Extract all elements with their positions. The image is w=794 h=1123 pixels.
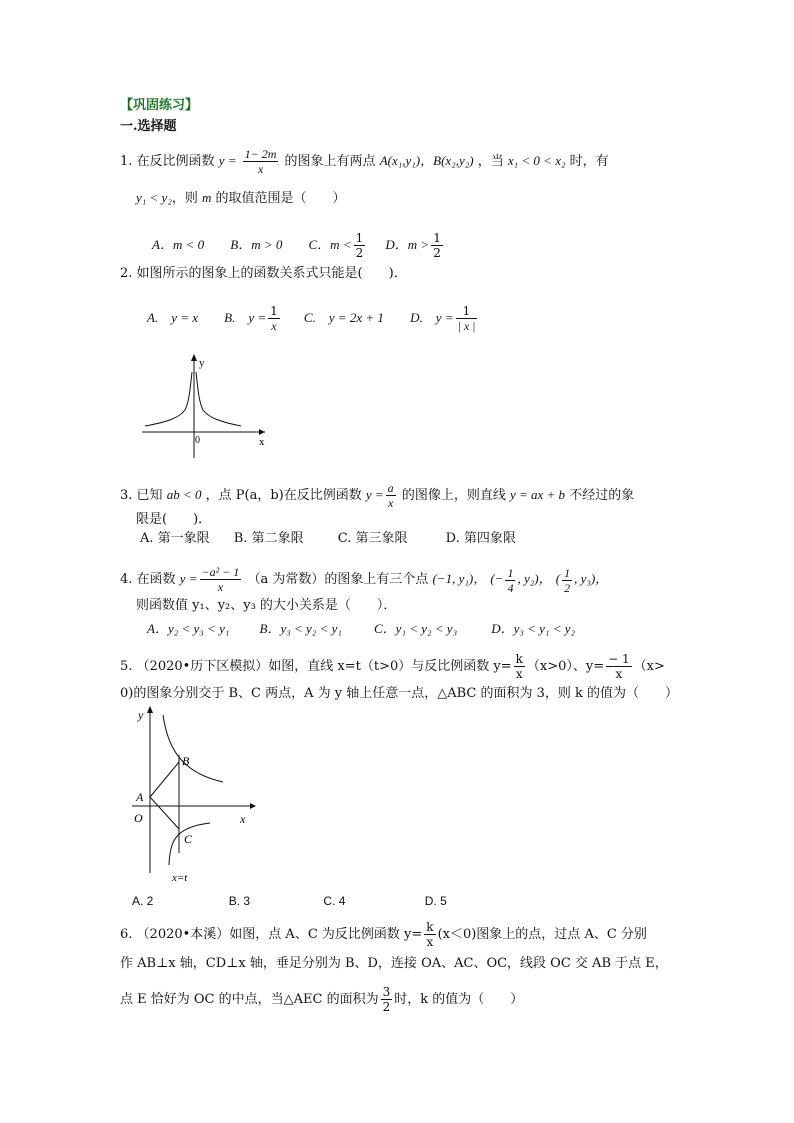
question-3-options [140, 530, 516, 548]
math-inequality: y₁ < y₂ [136, 190, 172, 205]
point-2: (− $\frac{1}{4}$ , y₂)， [490, 565, 552, 595]
option-b[interactable]: B. y = [224, 310, 267, 325]
math-lhs: y = [179, 571, 198, 586]
question-4-line-1 [120, 565, 608, 595]
option-a[interactable]: A．m < 0 [152, 237, 205, 252]
option-a[interactable]: A. y = x [147, 310, 199, 325]
question-number: 1. [120, 154, 133, 169]
math-variable: m [202, 190, 212, 205]
math-line: y = ax + b [509, 487, 566, 502]
question-text: 如图所示的图象上的函数关系式只能是( )． [136, 266, 407, 281]
question-text: 点 E 恰好为 OC 的中点，当△AEC 的面积为 [120, 992, 379, 1007]
question-text: （2020•历下区模拟）如图，直线 x=t（t>0）与反比例函数 y= [136, 659, 512, 674]
question-4-line-2: 则函数值 y₁、y₂、y₃ 的大小关系是（ ）． [136, 598, 397, 613]
question-5-line-2: 0)的图象分别交于 B、C 两点，A 为 y 轴上任意一点，△ABC 的面积为 3，则 k 的值为（ ） [120, 686, 679, 701]
math-condition: ab < 0 [166, 487, 202, 502]
point-3: ( $\frac{1}{2}$ , y₃)， [555, 565, 609, 595]
option-c[interactable]: C．m < [308, 237, 352, 252]
question-5-options [132, 892, 447, 910]
question-text: 的图像上，则直线 [401, 488, 506, 503]
option-d[interactable]: D. y = [410, 310, 454, 325]
segment-ac [150, 797, 179, 829]
curve-k-over-x [163, 715, 223, 782]
option-a[interactable]: A．y₂ < y₃ < y₁ [147, 621, 230, 636]
question-text: 已知 [136, 488, 163, 503]
x-axis-label: x [259, 436, 265, 448]
question-text: ，则 [171, 191, 198, 206]
fraction: $\frac{\text{−a² − 1}}{x}$ [201, 565, 240, 594]
question-text: （x>0）、y= [526, 659, 605, 674]
option-b[interactable]: B．y₃ < y₂ < y₁ [259, 621, 342, 636]
point-a-label: A [136, 790, 144, 804]
origin-label: 0 [195, 435, 200, 446]
math-condition: x₁ < 0 < x₂ [507, 153, 566, 168]
fraction: $\frac{k}{x}$ [515, 652, 523, 681]
fraction-half: $\frac{1}{2}$ [355, 231, 364, 260]
option-b[interactable]: B. 3 [228, 894, 251, 908]
math-lhs: y = [218, 153, 237, 168]
origin-label: O [134, 811, 143, 825]
question-text: （x> [633, 659, 665, 674]
question-1-line-1 [120, 147, 609, 176]
segment-ab [150, 762, 179, 797]
x-axis-label: x [240, 812, 246, 826]
option-c[interactable]: C. y = 2x + 1 [303, 310, 384, 325]
point-1: (−1, y₁)， [432, 571, 487, 586]
question-4-options [147, 620, 575, 639]
question-number: 6. [120, 927, 133, 942]
fraction: $\frac{a}{x}$ [387, 481, 394, 510]
option-b[interactable]: B．m > 0 [230, 237, 283, 252]
math-lhs: y = [365, 487, 384, 502]
question-text: （a 为常数）的图象上有三个点 [247, 572, 429, 587]
question-text: ，当 [477, 154, 504, 169]
fraction: $\frac{3}{2}$ [382, 985, 391, 1014]
question-number: 2. [120, 266, 133, 281]
fraction: $\frac{1- 2m}{x}$ [244, 147, 277, 176]
fraction-half: $\frac{1}{2}$ [433, 231, 441, 260]
question-text: ，点 P(a，b)在反比例函数 [205, 488, 362, 503]
fraction: $\frac{1}{| x |}$ [457, 304, 476, 333]
fraction: $\frac{1}{x}$ [270, 304, 278, 333]
fraction: $\frac{- 1}{x}$ [608, 652, 630, 681]
question-1-options [152, 231, 445, 260]
question-6-line-3 [120, 985, 523, 1014]
question-3-line-1 [120, 481, 634, 510]
option-b[interactable]: B. 第二象限 [233, 531, 304, 546]
option-a[interactable]: A. 2 [132, 894, 154, 908]
option-c[interactable]: C．y₁ < y₂ < y₃ [374, 621, 458, 636]
option-a[interactable]: A. 第一象限 [140, 531, 210, 546]
option-c[interactable]: C. 4 [323, 894, 346, 908]
question-6-line-2: 作 AB⊥x 轴，CD⊥x 轴，垂足分别为 B、D，连接 OA、AC、OC，线段 OC 交 AB 于点 E， [120, 956, 668, 971]
question-text: 在函数 [136, 572, 176, 587]
math-points: A(x₁,y₁)，B(x₂,y₂) [379, 153, 474, 168]
question-3-line-2: 限是( )． [136, 512, 212, 527]
y-axis-label: y [138, 708, 144, 722]
x-axis-arrow [250, 803, 256, 809]
question-number: 3. [120, 488, 133, 503]
fraction: $\frac{k}{x}$ [426, 920, 434, 949]
point-c-label: C [184, 832, 193, 846]
y-axis-label: y [199, 357, 205, 369]
option-c[interactable]: C. 第三象限 [337, 531, 408, 546]
option-d[interactable]: D．m > [385, 237, 430, 252]
question-text: 时，有 [569, 154, 609, 169]
question-2-options [147, 304, 479, 333]
question-text: (x＜0)图象上的点，过点 A、C 分别 [437, 927, 647, 942]
y-axis-arrow [147, 706, 153, 713]
question-number: 4. [120, 572, 133, 587]
question-number: 5. [120, 659, 133, 674]
question-2-line-1 [120, 265, 407, 283]
question-5-line-1 [120, 652, 665, 681]
section-title: 【巩固练习】 [120, 98, 199, 113]
question-5-graph [128, 705, 258, 885]
question-1-line-2 [136, 189, 346, 208]
option-d[interactable]: D. 第四象限 [445, 531, 516, 546]
question-text: 时，k 的值为（ ） [394, 992, 524, 1007]
question-text: （2020•本溪）如图，点 A、C 为反比例函数 y= [136, 927, 423, 942]
question-text: 不经过的象 [569, 488, 635, 503]
point-b-label: B [182, 754, 190, 768]
question-text: 的取值范围是（ ） [215, 191, 346, 206]
option-d[interactable]: D. 5 [424, 894, 447, 908]
line-label: x=t [172, 872, 188, 884]
question-text: 的图象上有两点 [284, 154, 376, 169]
question-6-line-1 [120, 920, 647, 949]
question-text: 在反比例函数 [136, 154, 215, 169]
question-2-graph [137, 350, 272, 460]
option-d[interactable]: D．y₃ < y₁ < y₂ [491, 621, 576, 636]
subsection-title: 一.选择题 [120, 119, 177, 134]
